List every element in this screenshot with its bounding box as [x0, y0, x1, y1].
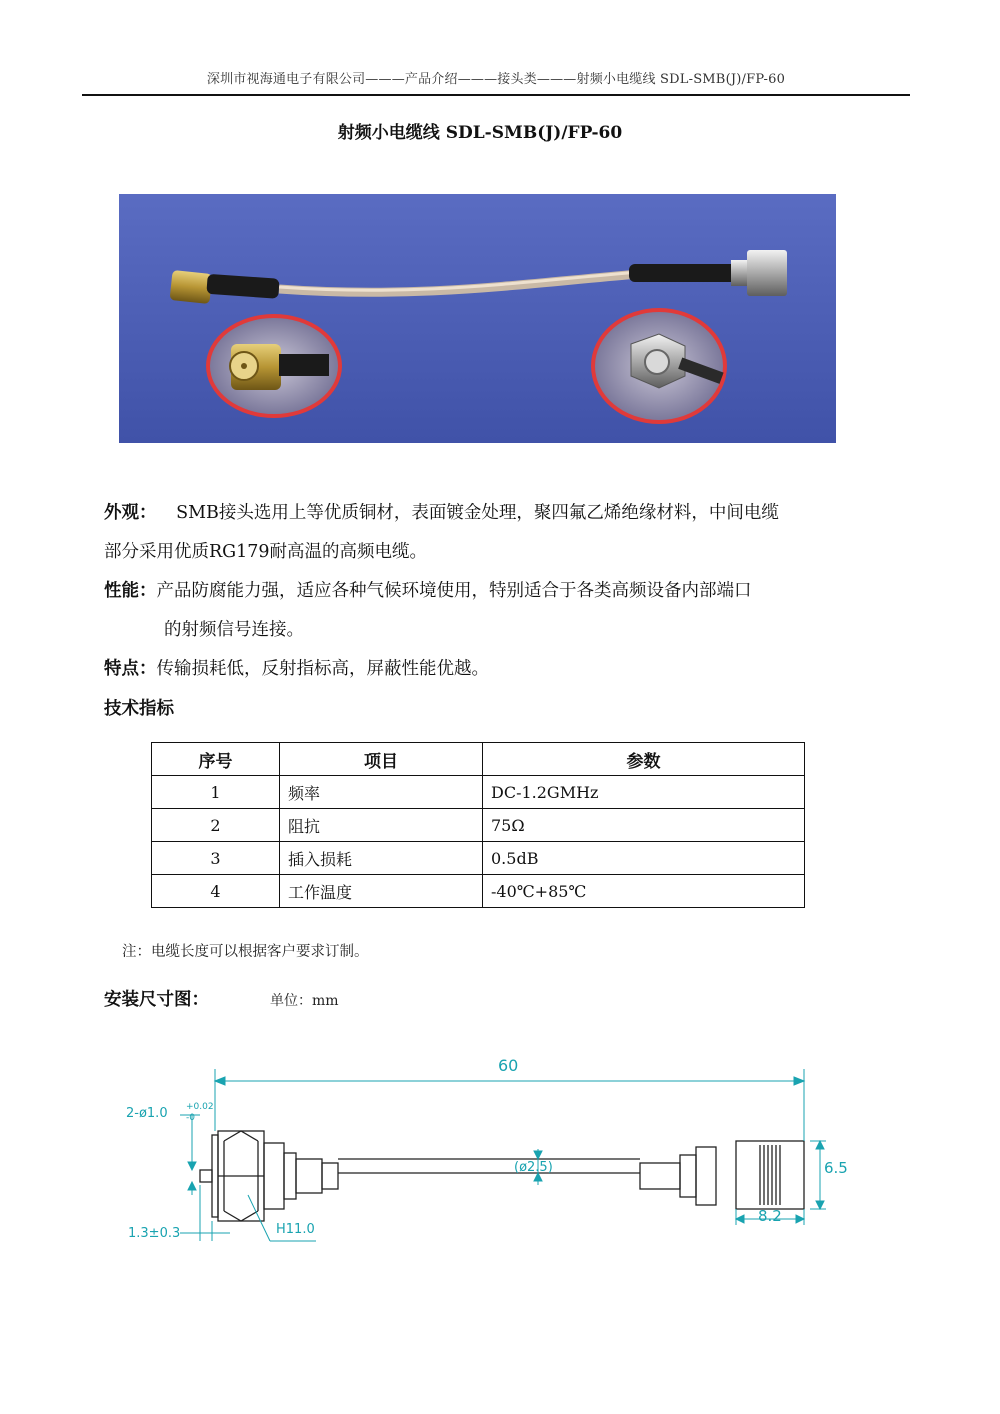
hex-size-label: H11.0 [276, 1222, 315, 1237]
table-row [152, 776, 805, 809]
pin-diameter-label: 2-ø1.0 [126, 1106, 168, 1121]
table-cell: 频率 [280, 776, 483, 809]
table-row [152, 809, 805, 842]
table-header-row [152, 743, 805, 776]
table-cell: -40℃+85℃ [483, 875, 805, 908]
table-cell: 75Ω [483, 809, 805, 842]
dimensions-unit: 单位：mm [270, 993, 339, 1009]
performance-text-1: 产品防腐能力强，适应各种气候环境使用，特别适合于各类高频设备内部端口 [156, 581, 752, 601]
performance-text-2: 的射频信号连接。 [164, 620, 304, 640]
smb-height-label: 6.5 [824, 1159, 848, 1177]
table-header-cell: 参数 [483, 743, 805, 776]
table-row [152, 842, 805, 875]
appearance-label: 外观： [104, 503, 157, 523]
cable-assembly-photo [119, 194, 836, 443]
spec-table [151, 742, 805, 908]
performance-paragraph [104, 572, 864, 650]
pin-tolerance-plus-label: +0.02 [186, 1102, 214, 1112]
document-title: 射频小电缆线 SDL-SMB(J)/FP-60 [337, 123, 623, 143]
page-header: 深圳市视海通电子有限公司———产品介绍———接头类———射频小电缆线 SDL-SMB(J)/FP-60 [82, 66, 910, 96]
table-row [152, 875, 805, 908]
performance-label: 性能： [104, 581, 157, 601]
dimension-drawing [120, 1045, 880, 1255]
table-cell: 4 [152, 875, 280, 908]
table-cell: 插入损耗 [280, 842, 483, 875]
custom-length-note: 注：电缆长度可以根据客户要求订制。 [122, 944, 369, 960]
cable-diameter-label: (ø2.5) [514, 1160, 553, 1175]
table-cell: 2 [152, 809, 280, 842]
appearance-text-2: 部分采用优质RG179耐高温的高频电缆。 [104, 542, 428, 562]
table-cell: 3 [152, 842, 280, 875]
features-label: 特点： [104, 659, 157, 679]
appearance-paragraph [104, 494, 864, 572]
table-cell: 1 [152, 776, 280, 809]
table-header-cell: 项目 [280, 743, 483, 776]
appearance-text-1: SMB接头选用上等优质铜材，表面镀金处理，聚四氟乙烯绝缘材料，中间电缆 [176, 503, 779, 523]
pin-protrusion-label: 1.3±0.3 [128, 1226, 181, 1241]
table-cell: 阻抗 [280, 809, 483, 842]
table-cell: DC-1.2GMHz [483, 776, 805, 809]
smb-length-label: 8.2 [758, 1207, 782, 1225]
table-header-cell: 序号 [152, 743, 280, 776]
table-cell: 工作温度 [280, 875, 483, 908]
pin-tolerance-minus-label: -0 [186, 1113, 195, 1123]
features-text: 传输损耗低，反射指标高，屏蔽性能优越。 [156, 659, 489, 679]
overall-length-label: 60 [498, 1056, 519, 1075]
features-paragraph [104, 650, 864, 689]
table-cell: 0.5dB [483, 842, 805, 875]
dimensions-title: 安装尺寸图： [104, 990, 209, 1010]
spec-section-title: 技术指标 [104, 699, 174, 719]
